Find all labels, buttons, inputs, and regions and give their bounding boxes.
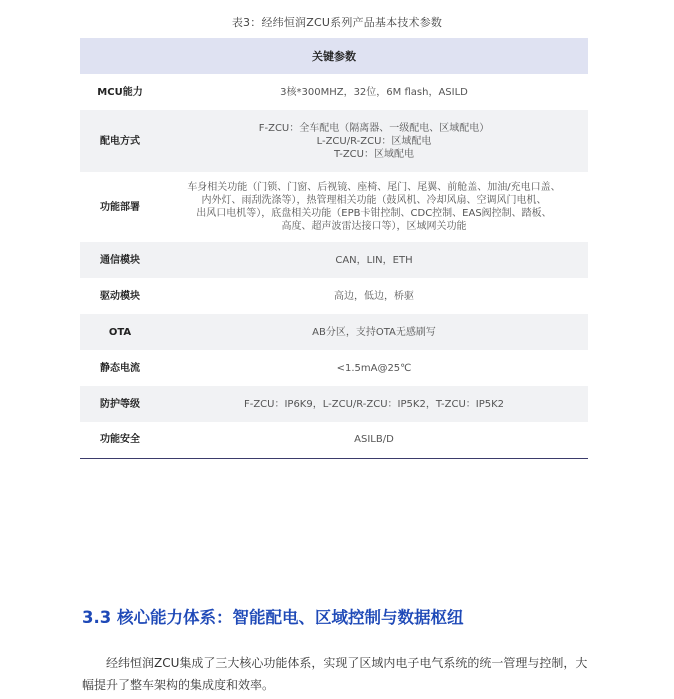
row-label: OTA (80, 314, 160, 350)
row-label: 功能安全 (80, 422, 160, 458)
row-value (160, 314, 588, 350)
body-paragraph: 经纬恒润ZCU集成了三大核心功能体系，实现了区域内电子电气系统的统一管理与控制，大幅提升了整车架构的集成度和效率。 (82, 656, 588, 692)
row-label: 功能部署 (80, 172, 160, 242)
table-row (80, 278, 588, 314)
table-row (80, 172, 588, 242)
table-row (80, 386, 588, 422)
row-label: 驱动模块 (80, 278, 160, 314)
row-value (160, 242, 588, 278)
row-label: 静态电流 (80, 350, 160, 386)
value-line: AB分区，支持OTA无感刷写 (312, 326, 436, 338)
body-text (82, 652, 592, 696)
table-row (80, 242, 588, 278)
value-line: 高边，低边，桥驱 (334, 290, 414, 302)
row-value (160, 74, 588, 110)
value-line: L-ZCU/R-ZCU：区域配电 (316, 135, 432, 147)
value-line: <1.5mA@25℃ (336, 362, 412, 374)
table-row (80, 314, 588, 350)
table-caption: 表3：经纬恒润ZCU系列产品基本技术参数 (231, 16, 443, 29)
row-label: 防护等级 (80, 386, 160, 422)
value-line: T-ZCU：区域配电 (334, 148, 414, 160)
section-title: 3.3 核心能力体系：智能配电、区域控制与数据枢纽 (82, 608, 464, 627)
value-line: 出风口电机等），底盘相关功能（EPB卡钳控制、CDC控制、EAS阀控制、踏板、 (196, 208, 552, 219)
row-label: 通信模块 (80, 242, 160, 278)
value-line: 3核*300MHZ，32位，6M flash，ASILD (280, 86, 468, 98)
value-line: 车身相关功能（门锁、门窗、后视镜、座椅、尾门、尾翼、前舱盖、加油/充电口盖、 (187, 182, 561, 193)
row-value (160, 172, 588, 242)
row-value (160, 278, 588, 314)
row-value (160, 110, 588, 172)
table-row (80, 350, 588, 386)
row-value (160, 422, 588, 458)
table-header: 关键参数 (80, 38, 588, 74)
value-line: ASILB/D (354, 434, 394, 446)
value-line: 高度、超声波雷达接口等），区域网关功能 (281, 221, 467, 232)
table-row (80, 110, 588, 172)
value-line: CAN，LIN，ETH (335, 254, 413, 266)
table-row (80, 74, 588, 110)
value-line: 内外灯、雨刮洗涤等），热管理相关功能（鼓风机、冷却风扇、空调风门电机、 (201, 195, 547, 206)
value-line: F-ZCU：全车配电（隔离器、一级配电、区域配电） (258, 122, 490, 134)
row-value (160, 386, 588, 422)
spec-table (80, 38, 588, 459)
value-line: F-ZCU：IP6K9，L-ZCU/R-ZCU：IP5K2，T-ZCU：IP5K2 (243, 398, 505, 410)
row-label: MCU能力 (80, 74, 160, 110)
row-value (160, 350, 588, 386)
table-row (80, 422, 588, 458)
row-label: 配电方式 (80, 110, 160, 172)
